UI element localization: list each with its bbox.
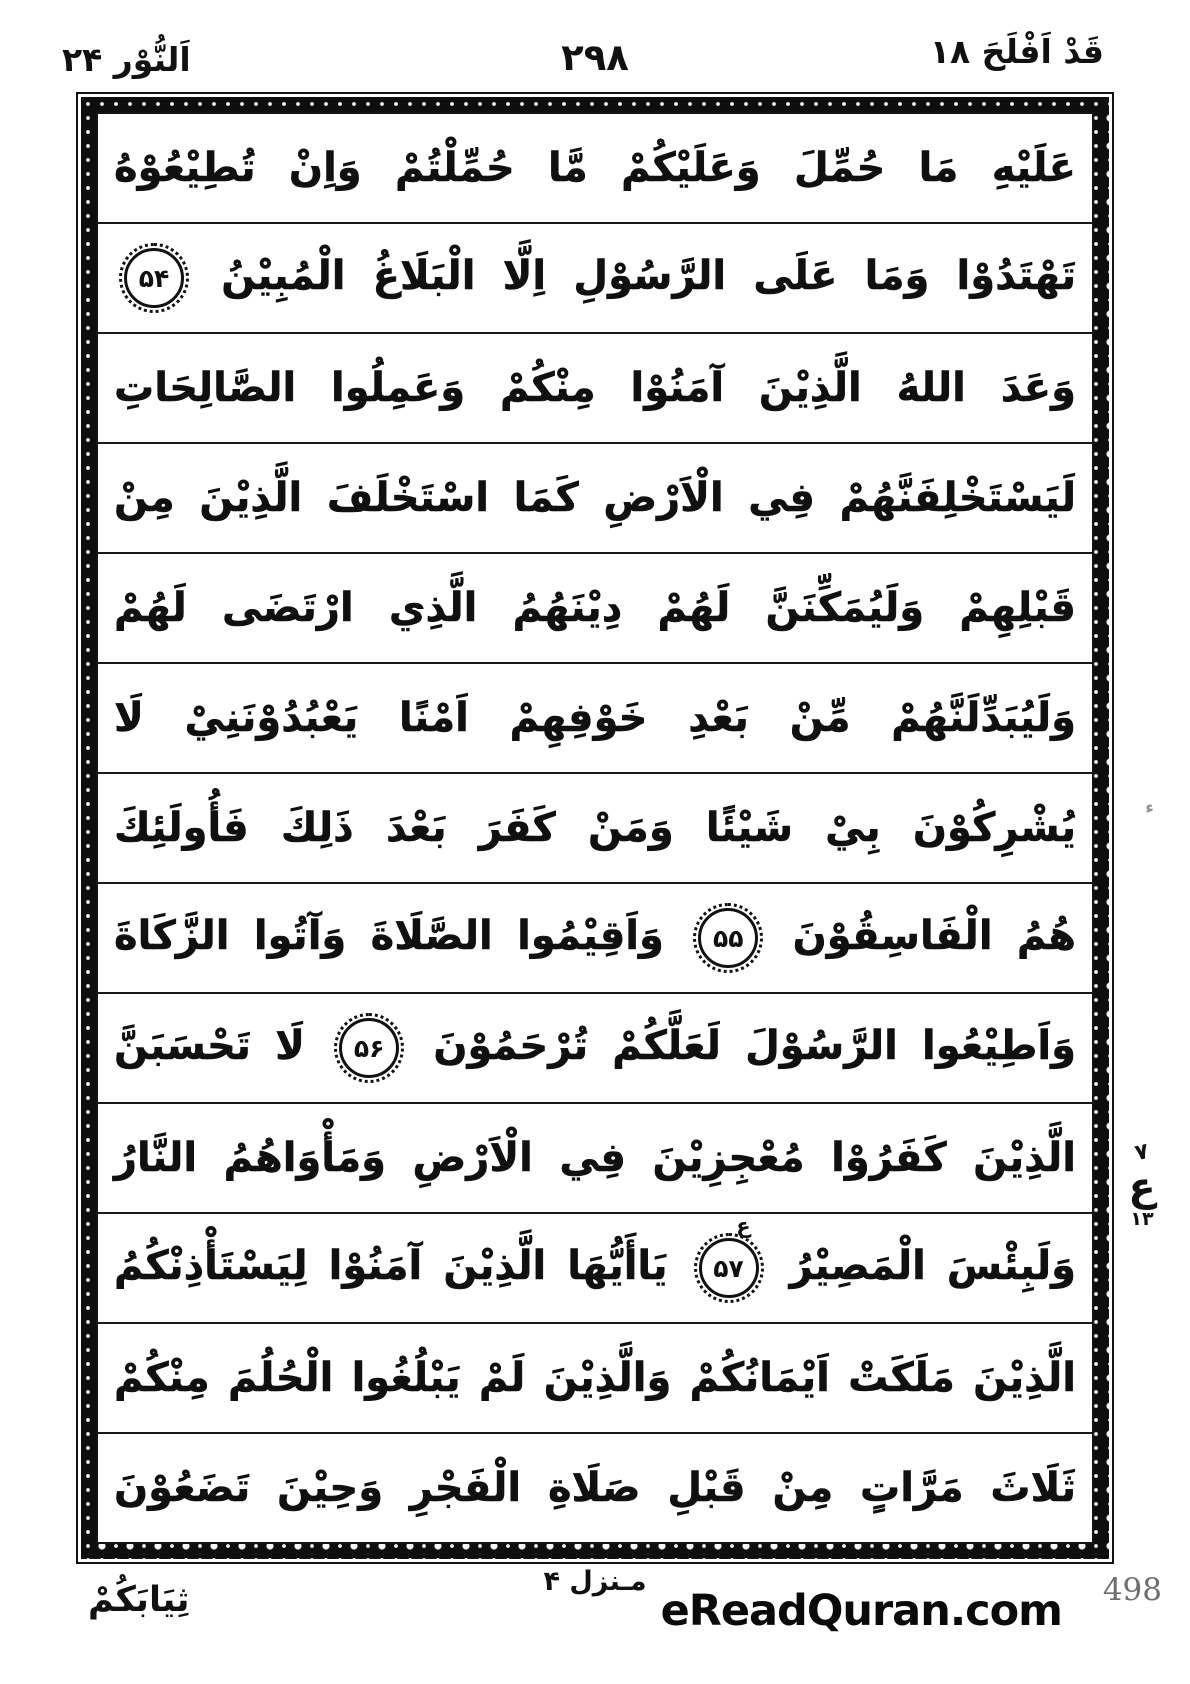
ayah-segment: قَبْلِهِمْ وَلَيُمَكِّنَنَّ لَهُمْ دِيْنَهُمُ الَّذِي ارْتَضَى لَهُمْ bbox=[114, 585, 1076, 631]
ayah-segment: وَاَقِيْمُوا الصَّلَاةَ وَآتُوا الزَّكَاةَ bbox=[114, 913, 664, 959]
verse-marker bbox=[339, 1018, 399, 1078]
text-line bbox=[98, 1214, 1092, 1324]
ayah-segment: يُشْرِكُوْنَ بِيْ شَيْئًا وَمَنْ كَفَرَ بَعْدَ ذَلِكَ فَأُولَئِكَ bbox=[114, 805, 1076, 851]
text-block bbox=[96, 112, 1094, 1544]
ayah-segment: الَّذِيْنَ مَلَكَتْ اَيْمَانُكُمْ وَالَّذِيْنَ لَمْ يَبْلُغُوا الْحُلُمَ مِنْكُمْ bbox=[114, 1355, 1076, 1401]
verse-marker bbox=[699, 1214, 759, 1298]
ayah-text bbox=[98, 365, 1092, 411]
ayah-text bbox=[98, 1465, 1092, 1511]
text-line bbox=[98, 1324, 1092, 1434]
ayah-segment: وَلَبِئْسَ الْمَصِيْرُ bbox=[789, 1243, 1076, 1289]
ayah-text bbox=[98, 1214, 1092, 1298]
watermark-ereadquran: eReadQuran.com bbox=[660, 1586, 1062, 1636]
manzil-label: مـنزل ۴ bbox=[543, 1566, 647, 1597]
print-page-number: 498 bbox=[1102, 1572, 1162, 1608]
ayah-segment: لَيَسْتَخْلِفَنَّهُمْ فِي الْاَرْضِ كَمَا اسْتَخْلَفَ الَّذِيْنَ مِنْ bbox=[114, 475, 1076, 521]
ayah-text bbox=[98, 1355, 1092, 1401]
margin-faint-mark: ء bbox=[1145, 798, 1154, 818]
ayah-segment: يَاأَيُّهَا الَّذِيْنَ آمَنُوْا لِيَسْتَأْذِنْكُمُ bbox=[114, 1243, 668, 1289]
ayah-segment: وَلَيُبَدِّلَنَّهُمْ مِّنْ بَعْدِ خَوْفِهِمْ اَمْنًا يَعْبُدُوْنَنِيْ لَا bbox=[114, 695, 1076, 741]
surah-label: اَلنُّوْر ۲۴ bbox=[62, 40, 191, 79]
ruku-ain-icon: ع bbox=[1128, 1164, 1156, 1210]
ayah-text bbox=[98, 145, 1092, 191]
verse-number: ۵۵ bbox=[698, 908, 758, 968]
text-line bbox=[98, 664, 1092, 774]
text-line bbox=[98, 554, 1092, 664]
verse-marker bbox=[124, 248, 184, 308]
verse-number: ۵۶ bbox=[339, 1018, 399, 1078]
ayah-segment: وَعَدَ اللهُ الَّذِيْنَ آمَنُوْا مِنْكُمْ وَعَمِلُوا الصَّالِحَاتِ bbox=[114, 365, 1076, 411]
ayah-segment: لَا تَحْسَبَنَّ bbox=[114, 1023, 305, 1069]
text-line bbox=[98, 1104, 1092, 1214]
ayah-segment: الَّذِيْنَ كَفَرُوْا مُعْجِزِيْنَ فِي الْاَرْضِ وَمَأْوَاهُمُ النَّارُ bbox=[114, 1135, 1076, 1181]
ayah-text bbox=[98, 805, 1092, 851]
ayah-segment: تَهْتَدُوْا وَمَا عَلَى الرَّسُوْلِ اِلَّا الْبَلَاغُ الْمُبِيْنُ bbox=[221, 253, 1076, 299]
ayah-text bbox=[98, 1135, 1092, 1181]
ayah-segment: وَاَطِيْعُوا الرَّسُوْلَ لَعَلَّكُمْ تُرْحَمُوْنَ bbox=[433, 1023, 1076, 1069]
text-line bbox=[98, 1434, 1092, 1542]
ornamental-border bbox=[81, 97, 1109, 1559]
ruku-count-surah: ۷ bbox=[1132, 1138, 1152, 1167]
text-line bbox=[98, 884, 1092, 994]
ayah-text bbox=[98, 1018, 1092, 1078]
ayah-segment: عَلَيْهِ مَا حُمِّلَ وَعَلَيْكُمْ مَّا حُمِّلْتُمْ وَاِنْ تُطِيْعُوْهُ bbox=[114, 145, 1076, 191]
ayah-segment: هُمُ الْفَاسِقُوْنَ bbox=[792, 913, 1077, 959]
page-number-arabic: ۲۹۸ bbox=[561, 36, 629, 79]
verse-marker bbox=[698, 908, 758, 968]
juz-label: قَدْ اَفْلَحَ ١٨ bbox=[929, 32, 1104, 71]
ayah-text bbox=[98, 695, 1092, 741]
ayah-text bbox=[98, 475, 1092, 521]
text-line bbox=[98, 224, 1092, 334]
ruku-margin-marker bbox=[1120, 1138, 1164, 1230]
text-line bbox=[98, 114, 1092, 224]
ruku-count-juz: ۱۳ bbox=[1130, 1208, 1154, 1230]
ayah-text bbox=[98, 248, 1092, 308]
text-line bbox=[98, 334, 1092, 444]
text-line bbox=[98, 774, 1092, 884]
verse-number: ۵۷ bbox=[699, 1238, 759, 1298]
text-line bbox=[98, 994, 1092, 1104]
text-line bbox=[98, 444, 1092, 554]
ayah-text bbox=[98, 908, 1092, 968]
page-frame bbox=[76, 92, 1114, 1564]
ayah-text bbox=[98, 585, 1092, 631]
ruku-ain-icon: ع bbox=[736, 1214, 751, 1238]
verse-number: ۵۴ bbox=[124, 248, 184, 308]
ayah-segment: ثَلَاثَ مَرَّاتٍ مِنْ قَبْلِ صَلَاةِ الْفَجْرِ وَحِيْنَ تَضَعُوْنَ bbox=[114, 1465, 1076, 1511]
catchword: ثِيَابَكُمْ bbox=[88, 1580, 190, 1620]
